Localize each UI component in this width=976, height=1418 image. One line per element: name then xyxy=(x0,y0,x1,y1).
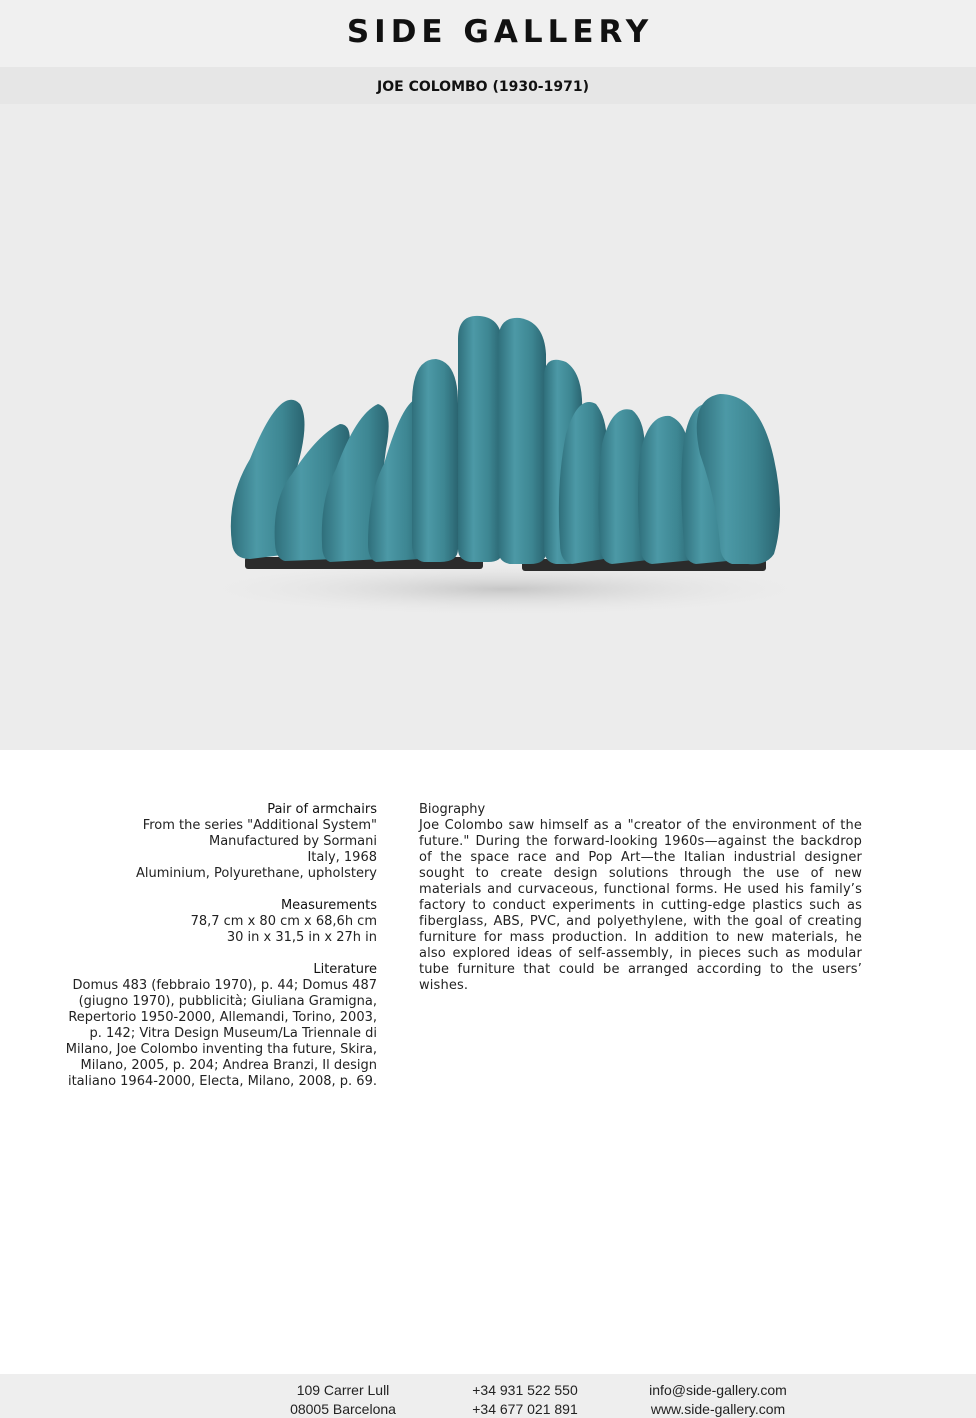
brand-logo: SIDE GALLERY xyxy=(346,14,654,50)
measurement-line: 30 in x 31,5 in x 27h in xyxy=(226,930,377,945)
measurement-line: 78,7 cm x 80 cm x 68,6h cm xyxy=(190,914,377,929)
literature-line: p. 142; Vitra Design Museum/La Triennale di xyxy=(89,1026,377,1041)
artist-name: JOE COLOMBO (1930-1971) xyxy=(377,79,589,95)
biography-text: Joe Colombo saw himself as a "creator of the environment of the future." During the forward-looking 1960s—against the backdrop of the space race and Pop Art—the Italian industrial designer sought to create design solutions through the use of new materials and curvaceous, functional forms. He used his family’s factory to conduct experiments in cutting-edge plastics such as fiberglass, ABS, PVC, and polyethylene, with the goal of creating furniture for mass production. In addition to new materials, he also explored ideas of self-assembly, in pieces such as modular tube furniture that could be arranged according to the users’ wishes. xyxy=(419,818,862,993)
armchairs-illustration xyxy=(0,104,976,750)
artwork-details xyxy=(40,802,377,1090)
spacer xyxy=(40,882,377,898)
literature-line: Milano, Joe Colombo inventing tha future, Skira, xyxy=(65,1042,377,1057)
product-photo xyxy=(0,104,976,750)
website-link[interactable]: www.side-gallery.com xyxy=(650,1401,786,1417)
footer-phones xyxy=(460,1381,590,1418)
phone-link[interactable]: +34 931 522 550 xyxy=(472,1382,578,1398)
footer-contact xyxy=(640,1381,796,1418)
email-link[interactable]: info@side-gallery.com xyxy=(649,1382,787,1398)
address-city: 08005 Barcelona xyxy=(290,1401,396,1417)
footer-address xyxy=(279,1381,407,1418)
address-street: 109 Carrer Lull xyxy=(296,1382,390,1398)
literature-line: Repertorio 1950-2000, Allemandi, Torino, 2003, xyxy=(68,1010,377,1025)
phone-link[interactable]: +34 677 021 891 xyxy=(472,1401,578,1417)
detail-line: Aluminium, Polyurethane, upholstery xyxy=(136,866,377,881)
biography-heading: Biography xyxy=(419,802,486,817)
spacer xyxy=(40,946,377,962)
detail-line: Italy, 1968 xyxy=(307,850,377,865)
detail-line: From the series "Additional System" xyxy=(142,818,377,833)
measurements-heading: Measurements xyxy=(280,898,377,913)
literature-line: (giugno 1970), pubblicità; Giuliana Gramigna, xyxy=(78,994,377,1009)
literature-line: italiano 1964-2000, Electa, Milano, 2008, p. 69. xyxy=(67,1074,377,1089)
literature-line: Milano, 2005, p. 204; Andrea Branzi, Il design xyxy=(80,1058,377,1073)
artwork-title: Pair of armchairs xyxy=(267,802,377,817)
biography-section xyxy=(419,802,862,994)
literature-heading: Literature xyxy=(313,962,377,977)
literature-line: Domus 483 (febbraio 1970), p. 44; Domus 487 xyxy=(72,978,377,993)
detail-line: Manufactured by Sormani xyxy=(208,834,377,849)
